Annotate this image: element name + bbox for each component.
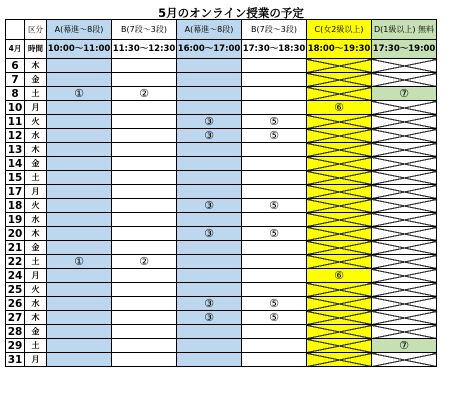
schedule-cell — [177, 73, 242, 87]
schedule-cell — [372, 269, 437, 283]
schedule-cell — [112, 311, 177, 325]
schedule-cell — [177, 283, 242, 297]
schedule-cell — [112, 199, 177, 213]
schedule-cell — [47, 185, 112, 199]
weekday-cell: 金 — [25, 73, 47, 87]
schedule-cell — [112, 339, 177, 353]
table-row — [6, 255, 437, 269]
table-row — [6, 129, 437, 143]
weekday-cell: 木 — [25, 59, 47, 73]
table-row — [6, 59, 437, 73]
schedule-cell — [47, 157, 112, 171]
schedule-cell — [307, 59, 372, 73]
schedule-cell — [242, 185, 307, 199]
schedule-cell — [307, 255, 372, 269]
schedule-cell — [177, 171, 242, 185]
weekday-cell: 金 — [25, 325, 47, 339]
schedule-cell — [307, 325, 372, 339]
schedule-cell: ⑥ — [307, 101, 372, 115]
schedule-cell — [242, 241, 307, 255]
schedule-cell — [307, 213, 372, 227]
schedule-cell — [177, 101, 242, 115]
schedule-cell — [242, 269, 307, 283]
table-row — [6, 339, 437, 353]
schedule-cell: ③ — [177, 297, 242, 311]
header-corner-blank — [6, 20, 25, 40]
schedule-cell — [47, 353, 112, 367]
schedule-cell — [242, 143, 307, 157]
schedule-cell: ⑤ — [242, 227, 307, 241]
schedule-cell — [307, 353, 372, 367]
day-cell: 15 — [6, 171, 25, 185]
schedule-cell: ⑥ — [307, 269, 372, 283]
schedule-cell — [112, 171, 177, 185]
schedule-cell — [177, 241, 242, 255]
schedule-cell: ③ — [177, 115, 242, 129]
schedule-cell — [47, 115, 112, 129]
schedule-cell — [307, 283, 372, 297]
table-row — [6, 157, 437, 171]
schedule-cell — [112, 129, 177, 143]
header-group: D(1級以上) 無料 — [372, 20, 437, 40]
schedule-cell — [177, 269, 242, 283]
schedule-cell — [112, 269, 177, 283]
schedule-cell — [112, 143, 177, 157]
weekday-cell: 水 — [25, 129, 47, 143]
schedule-cell — [372, 185, 437, 199]
table-row — [6, 213, 437, 227]
schedule-cell — [177, 185, 242, 199]
weekday-cell: 木 — [25, 227, 47, 241]
day-cell: 11 — [6, 115, 25, 129]
day-cell: 12 — [6, 129, 25, 143]
weekday-cell: 火 — [25, 115, 47, 129]
header-time: 11:30～12:30 — [112, 40, 177, 59]
weekday-cell: 火 — [25, 199, 47, 213]
header-corner-label: 区分 — [25, 20, 47, 40]
schedule-cell — [47, 297, 112, 311]
schedule-cell — [372, 325, 437, 339]
schedule-cell: ⑤ — [242, 129, 307, 143]
schedule-cell — [372, 59, 437, 73]
day-cell: 17 — [6, 185, 25, 199]
table-row — [6, 227, 437, 241]
schedule-cell — [372, 283, 437, 297]
schedule-cell: ⑦ — [372, 87, 437, 101]
table-row — [6, 241, 437, 255]
schedule-cell — [372, 143, 437, 157]
schedule-cell — [307, 297, 372, 311]
schedule-cell — [307, 87, 372, 101]
header-group: C(女2級以上) — [307, 20, 372, 40]
schedule-cell — [112, 283, 177, 297]
header-time: 16:00～17:00 — [177, 40, 242, 59]
weekday-cell: 水 — [25, 297, 47, 311]
schedule-cell — [177, 213, 242, 227]
schedule-cell — [242, 59, 307, 73]
table-row — [6, 297, 437, 311]
schedule-cell — [177, 157, 242, 171]
day-cell: 25 — [6, 283, 25, 297]
schedule-cell — [47, 241, 112, 255]
schedule-cell — [47, 129, 112, 143]
weekday-cell: 土 — [25, 255, 47, 269]
schedule-cell — [47, 101, 112, 115]
day-cell: 22 — [6, 255, 25, 269]
schedule-cell — [307, 129, 372, 143]
schedule-cell — [372, 129, 437, 143]
schedule-cell — [112, 227, 177, 241]
schedule-cell — [307, 157, 372, 171]
schedule-cell — [112, 73, 177, 87]
day-cell: 27 — [6, 311, 25, 325]
schedule-cell — [47, 227, 112, 241]
schedule-cell — [372, 227, 437, 241]
schedule-cell — [372, 213, 437, 227]
schedule-cell: ② — [112, 87, 177, 101]
schedule-cell: ③ — [177, 311, 242, 325]
header-group: B(7段～3段) — [242, 20, 307, 40]
schedule-cell — [112, 325, 177, 339]
table-row — [6, 325, 437, 339]
schedule-cell — [47, 59, 112, 73]
schedule-cell — [47, 339, 112, 353]
table-row — [6, 199, 437, 213]
schedule-cell — [242, 73, 307, 87]
schedule-cell — [307, 143, 372, 157]
schedule-cell — [112, 157, 177, 171]
schedule-cell — [242, 101, 307, 115]
table-row — [6, 283, 437, 297]
schedule-cell — [112, 297, 177, 311]
schedule-cell — [177, 325, 242, 339]
schedule-cell: ⑤ — [242, 297, 307, 311]
page-title: 5月のオンライン授業の予定 — [158, 6, 304, 20]
day-cell: 26 — [6, 297, 25, 311]
schedule-cell — [177, 353, 242, 367]
table-row — [6, 115, 437, 129]
schedule-cell — [307, 227, 372, 241]
weekday-cell: 土 — [25, 339, 47, 353]
schedule-cell: ③ — [177, 227, 242, 241]
schedule-cell: ⑤ — [242, 311, 307, 325]
weekday-cell: 月 — [25, 353, 47, 367]
header-time-label: 時間 — [25, 40, 47, 59]
schedule-cell — [372, 101, 437, 115]
header-group: A(幕進～8段) — [177, 20, 242, 40]
table-row — [6, 185, 437, 199]
weekday-cell: 金 — [25, 241, 47, 255]
schedule-cell — [47, 199, 112, 213]
schedule-cell — [307, 339, 372, 353]
table-row — [6, 269, 437, 283]
table-row — [6, 171, 437, 185]
header-month: 4月 — [6, 40, 25, 59]
header-group: B(7段～3段) — [112, 20, 177, 40]
schedule-cell — [307, 241, 372, 255]
weekday-cell: 土 — [25, 171, 47, 185]
weekday-cell: 木 — [25, 311, 47, 325]
table-row — [6, 311, 437, 325]
schedule-cell — [112, 185, 177, 199]
day-cell: 28 — [6, 325, 25, 339]
header-time: 18:00～19:30 — [307, 40, 372, 59]
day-cell: 13 — [6, 143, 25, 157]
weekday-cell: 木 — [25, 143, 47, 157]
table-row — [6, 353, 437, 367]
schedule-cell — [177, 255, 242, 269]
schedule-cell — [47, 269, 112, 283]
schedule-cell — [177, 87, 242, 101]
schedule-cell: ⑤ — [242, 199, 307, 213]
weekday-cell: 月 — [25, 269, 47, 283]
schedule-cell — [242, 325, 307, 339]
weekday-cell: 月 — [25, 101, 47, 115]
schedule-cell: ⑤ — [242, 115, 307, 129]
day-cell: 18 — [6, 199, 25, 213]
schedule-cell — [177, 59, 242, 73]
header-time: 10:00～11:00 — [47, 40, 112, 59]
schedule-cell — [47, 143, 112, 157]
schedule-cell — [372, 255, 437, 269]
table-row — [6, 73, 437, 87]
schedule-cell — [307, 311, 372, 325]
header-row-times — [6, 40, 437, 59]
schedule-cell — [242, 87, 307, 101]
schedule-cell — [372, 353, 437, 367]
schedule-cell — [372, 73, 437, 87]
schedule-cell: ① — [47, 255, 112, 269]
schedule-cell: ① — [47, 87, 112, 101]
day-cell: 14 — [6, 157, 25, 171]
header-time: 17:30～19:00 — [372, 40, 437, 59]
schedule-cell: ② — [112, 255, 177, 269]
schedule-cell — [372, 199, 437, 213]
schedule-cell — [47, 283, 112, 297]
header-group: A(幕進～8段) — [47, 20, 112, 40]
schedule-cell — [242, 213, 307, 227]
weekday-cell: 金 — [25, 157, 47, 171]
schedule-cell — [307, 171, 372, 185]
schedule-cell: ③ — [177, 129, 242, 143]
schedule-cell — [372, 157, 437, 171]
weekday-cell: 火 — [25, 283, 47, 297]
schedule-cell — [307, 185, 372, 199]
day-cell: 24 — [6, 269, 25, 283]
day-cell: 31 — [6, 353, 25, 367]
weekday-cell: 水 — [25, 213, 47, 227]
schedule-cell — [242, 353, 307, 367]
schedule-cell — [372, 241, 437, 255]
schedule-cell — [47, 73, 112, 87]
schedule-cell — [372, 115, 437, 129]
table-row — [6, 143, 437, 157]
schedule-cell: ③ — [177, 199, 242, 213]
schedule-cell — [112, 241, 177, 255]
schedule-cell — [177, 339, 242, 353]
schedule-cell — [307, 115, 372, 129]
schedule-cell — [242, 171, 307, 185]
schedule-cell — [47, 311, 112, 325]
schedule-cell — [242, 283, 307, 297]
day-cell: 7 — [6, 73, 25, 87]
table-row — [6, 101, 437, 115]
schedule-cell: ⑦ — [372, 339, 437, 353]
day-cell: 6 — [6, 59, 25, 73]
day-cell: 19 — [6, 213, 25, 227]
table-row — [6, 87, 437, 101]
schedule-cell — [372, 311, 437, 325]
schedule-cell — [372, 297, 437, 311]
weekday-cell: 月 — [25, 185, 47, 199]
schedule-cell — [177, 143, 242, 157]
header-time: 17:30～18:30 — [242, 40, 307, 59]
weekday-cell: 土 — [25, 87, 47, 101]
schedule-cell — [242, 339, 307, 353]
schedule-cell — [112, 101, 177, 115]
schedule-cell — [242, 255, 307, 269]
schedule-cell — [112, 59, 177, 73]
day-cell: 10 — [6, 101, 25, 115]
schedule-cell — [372, 171, 437, 185]
schedule-cell — [307, 199, 372, 213]
day-cell: 29 — [6, 339, 25, 353]
schedule-cell — [47, 325, 112, 339]
day-cell: 20 — [6, 227, 25, 241]
schedule-cell — [242, 157, 307, 171]
header-row-groups — [6, 20, 437, 40]
schedule-cell — [112, 213, 177, 227]
schedule-cell — [47, 213, 112, 227]
day-cell: 8 — [6, 87, 25, 101]
schedule-cell — [307, 73, 372, 87]
day-cell: 21 — [6, 241, 25, 255]
schedule-cell — [112, 353, 177, 367]
schedule-cell — [112, 115, 177, 129]
schedule-table — [5, 19, 437, 367]
schedule-cell — [47, 171, 112, 185]
